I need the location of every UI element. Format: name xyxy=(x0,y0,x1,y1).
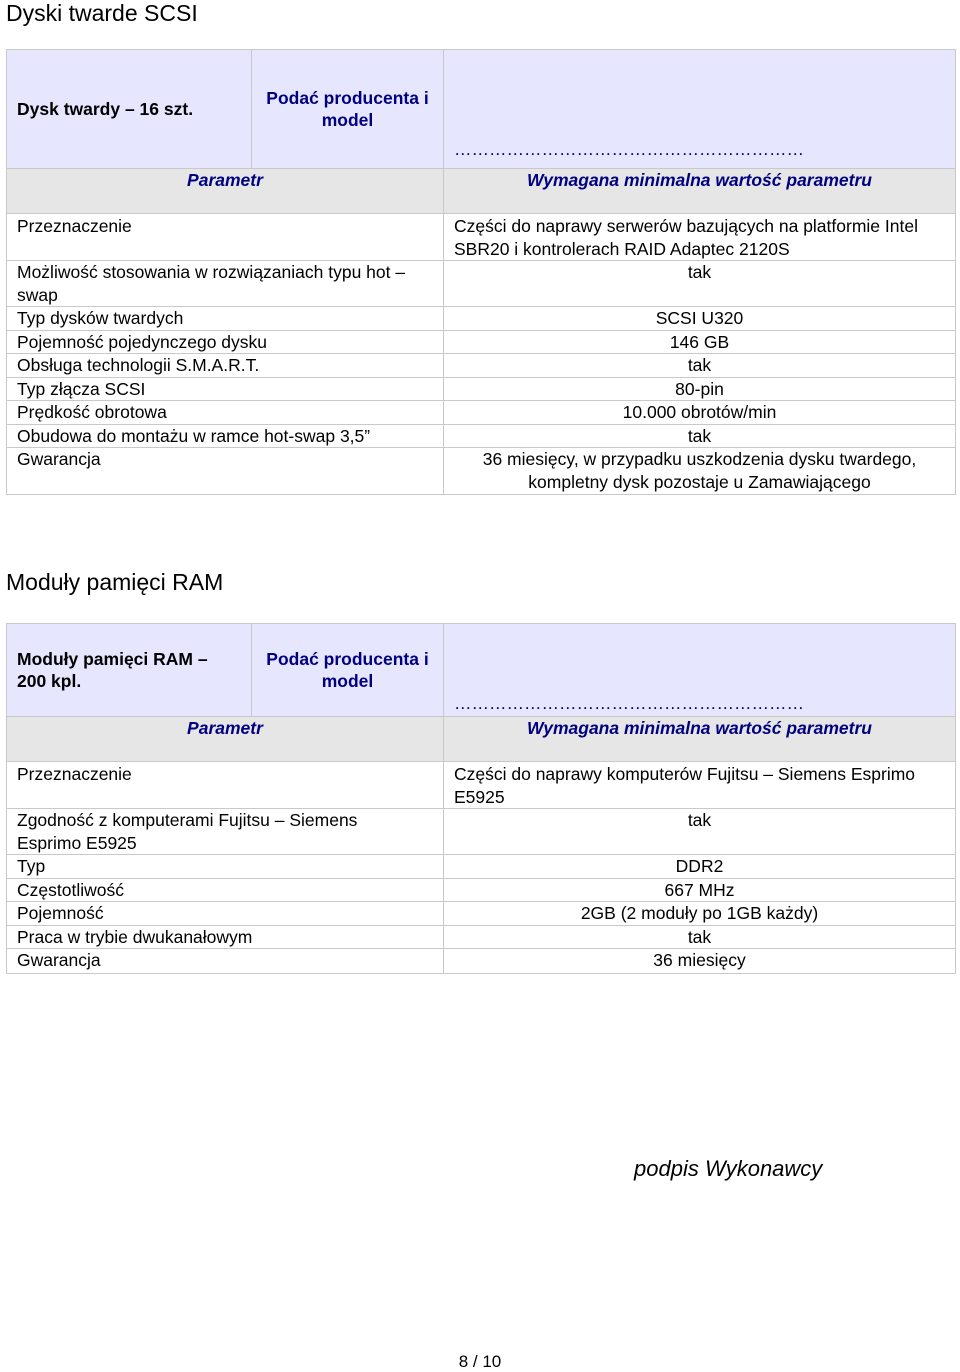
value-cell: 80-pin xyxy=(444,377,956,401)
producer-label: Podać producenta i model xyxy=(252,624,444,717)
column-header-value: Wymagana minimalna wartość parametru xyxy=(444,169,956,214)
hdd-spec-table xyxy=(6,49,956,495)
page-number: 8 / 10 xyxy=(458,1352,502,1371)
table-row xyxy=(7,448,956,495)
table-header-row xyxy=(7,169,956,214)
param-cell: Pojemność xyxy=(7,902,444,926)
value-cell: 667 MHz xyxy=(444,878,956,902)
item-label: Dysk twardy – 16 szt. xyxy=(7,50,252,169)
value-cell: Części do naprawy serwerów bazujących na platformie Intel SBR20 i kontrolerach RAID Adaptec 2120S xyxy=(444,214,956,261)
table-top-row xyxy=(7,624,956,717)
table-row xyxy=(7,401,956,425)
param-cell: Możliwość stosowania w rozwiązaniach typu hot – swap xyxy=(7,261,444,307)
param-cell: Typ xyxy=(7,855,444,879)
table-row xyxy=(7,878,956,902)
param-cell: Gwarancja xyxy=(7,448,444,495)
value-cell: tak xyxy=(444,809,956,855)
param-cell: Praca w trybie dwukanałowym xyxy=(7,925,444,949)
table-row xyxy=(7,809,956,855)
value-cell: DDR2 xyxy=(444,855,956,879)
table-row xyxy=(7,762,956,809)
value-cell: 36 miesięcy, w przypadku uszkodzenia dysku twardego, kompletny dysk pozostaje u Zamawiającego xyxy=(444,448,956,495)
producer-input[interactable]: …………………………………………………… xyxy=(444,50,956,169)
table-row xyxy=(7,949,956,974)
table-top-row xyxy=(7,50,956,169)
param-cell: Obsługa technologii S.M.A.R.T. xyxy=(7,354,444,378)
table-row xyxy=(7,902,956,926)
param-cell: Prędkość obrotowa xyxy=(7,401,444,425)
table-row xyxy=(7,330,956,354)
column-header-param: Parametr xyxy=(7,717,444,762)
param-cell: Częstotliwość xyxy=(7,878,444,902)
value-cell: tak xyxy=(444,354,956,378)
signature-label: podpis Wykonawcy xyxy=(634,1156,823,1181)
param-cell: Przeznaczenie xyxy=(7,762,444,809)
ram-spec-table xyxy=(6,623,956,974)
table-row xyxy=(7,307,956,331)
column-header-param: Parametr xyxy=(7,169,444,214)
param-cell: Przeznaczenie xyxy=(7,214,444,261)
table-row xyxy=(7,424,956,448)
param-cell: Gwarancja xyxy=(7,949,444,974)
table-header-row xyxy=(7,717,956,762)
param-cell: Typ złącza SCSI xyxy=(7,377,444,401)
producer-input[interactable]: …………………………………………………… xyxy=(444,624,956,717)
param-cell: Zgodność z komputerami Fujitsu – Siemens Esprimo E5925 xyxy=(7,809,444,855)
item-label: Moduły pamięci RAM – 200 kpl. xyxy=(7,624,252,717)
section-heading-ram: Moduły pamięci RAM xyxy=(6,569,224,595)
producer-label: Podać producenta i model xyxy=(252,50,444,169)
table-row xyxy=(7,214,956,261)
value-cell: tak xyxy=(444,424,956,448)
table-row xyxy=(7,855,956,879)
param-cell: Pojemność pojedynczego dysku xyxy=(7,330,444,354)
value-cell: Części do naprawy komputerów Fujitsu – Siemens Esprimo E5925 xyxy=(444,762,956,809)
section-heading-hdd: Dyski twarde SCSI xyxy=(6,0,198,26)
value-cell: SCSI U320 xyxy=(444,307,956,331)
value-cell: 2GB (2 moduły po 1GB każdy) xyxy=(444,902,956,926)
column-header-value: Wymagana minimalna wartość parametru xyxy=(444,717,956,762)
value-cell: 146 GB xyxy=(444,330,956,354)
value-cell: tak xyxy=(444,261,956,307)
table-row xyxy=(7,925,956,949)
table-row xyxy=(7,354,956,378)
value-cell: tak xyxy=(444,925,956,949)
param-cell: Obudowa do montażu w ramce hot-swap 3,5” xyxy=(7,424,444,448)
table-row xyxy=(7,261,956,307)
value-cell: 36 miesięcy xyxy=(444,949,956,974)
value-cell: 10.000 obrotów/min xyxy=(444,401,956,425)
param-cell: Typ dysków twardych xyxy=(7,307,444,331)
table-row xyxy=(7,377,956,401)
